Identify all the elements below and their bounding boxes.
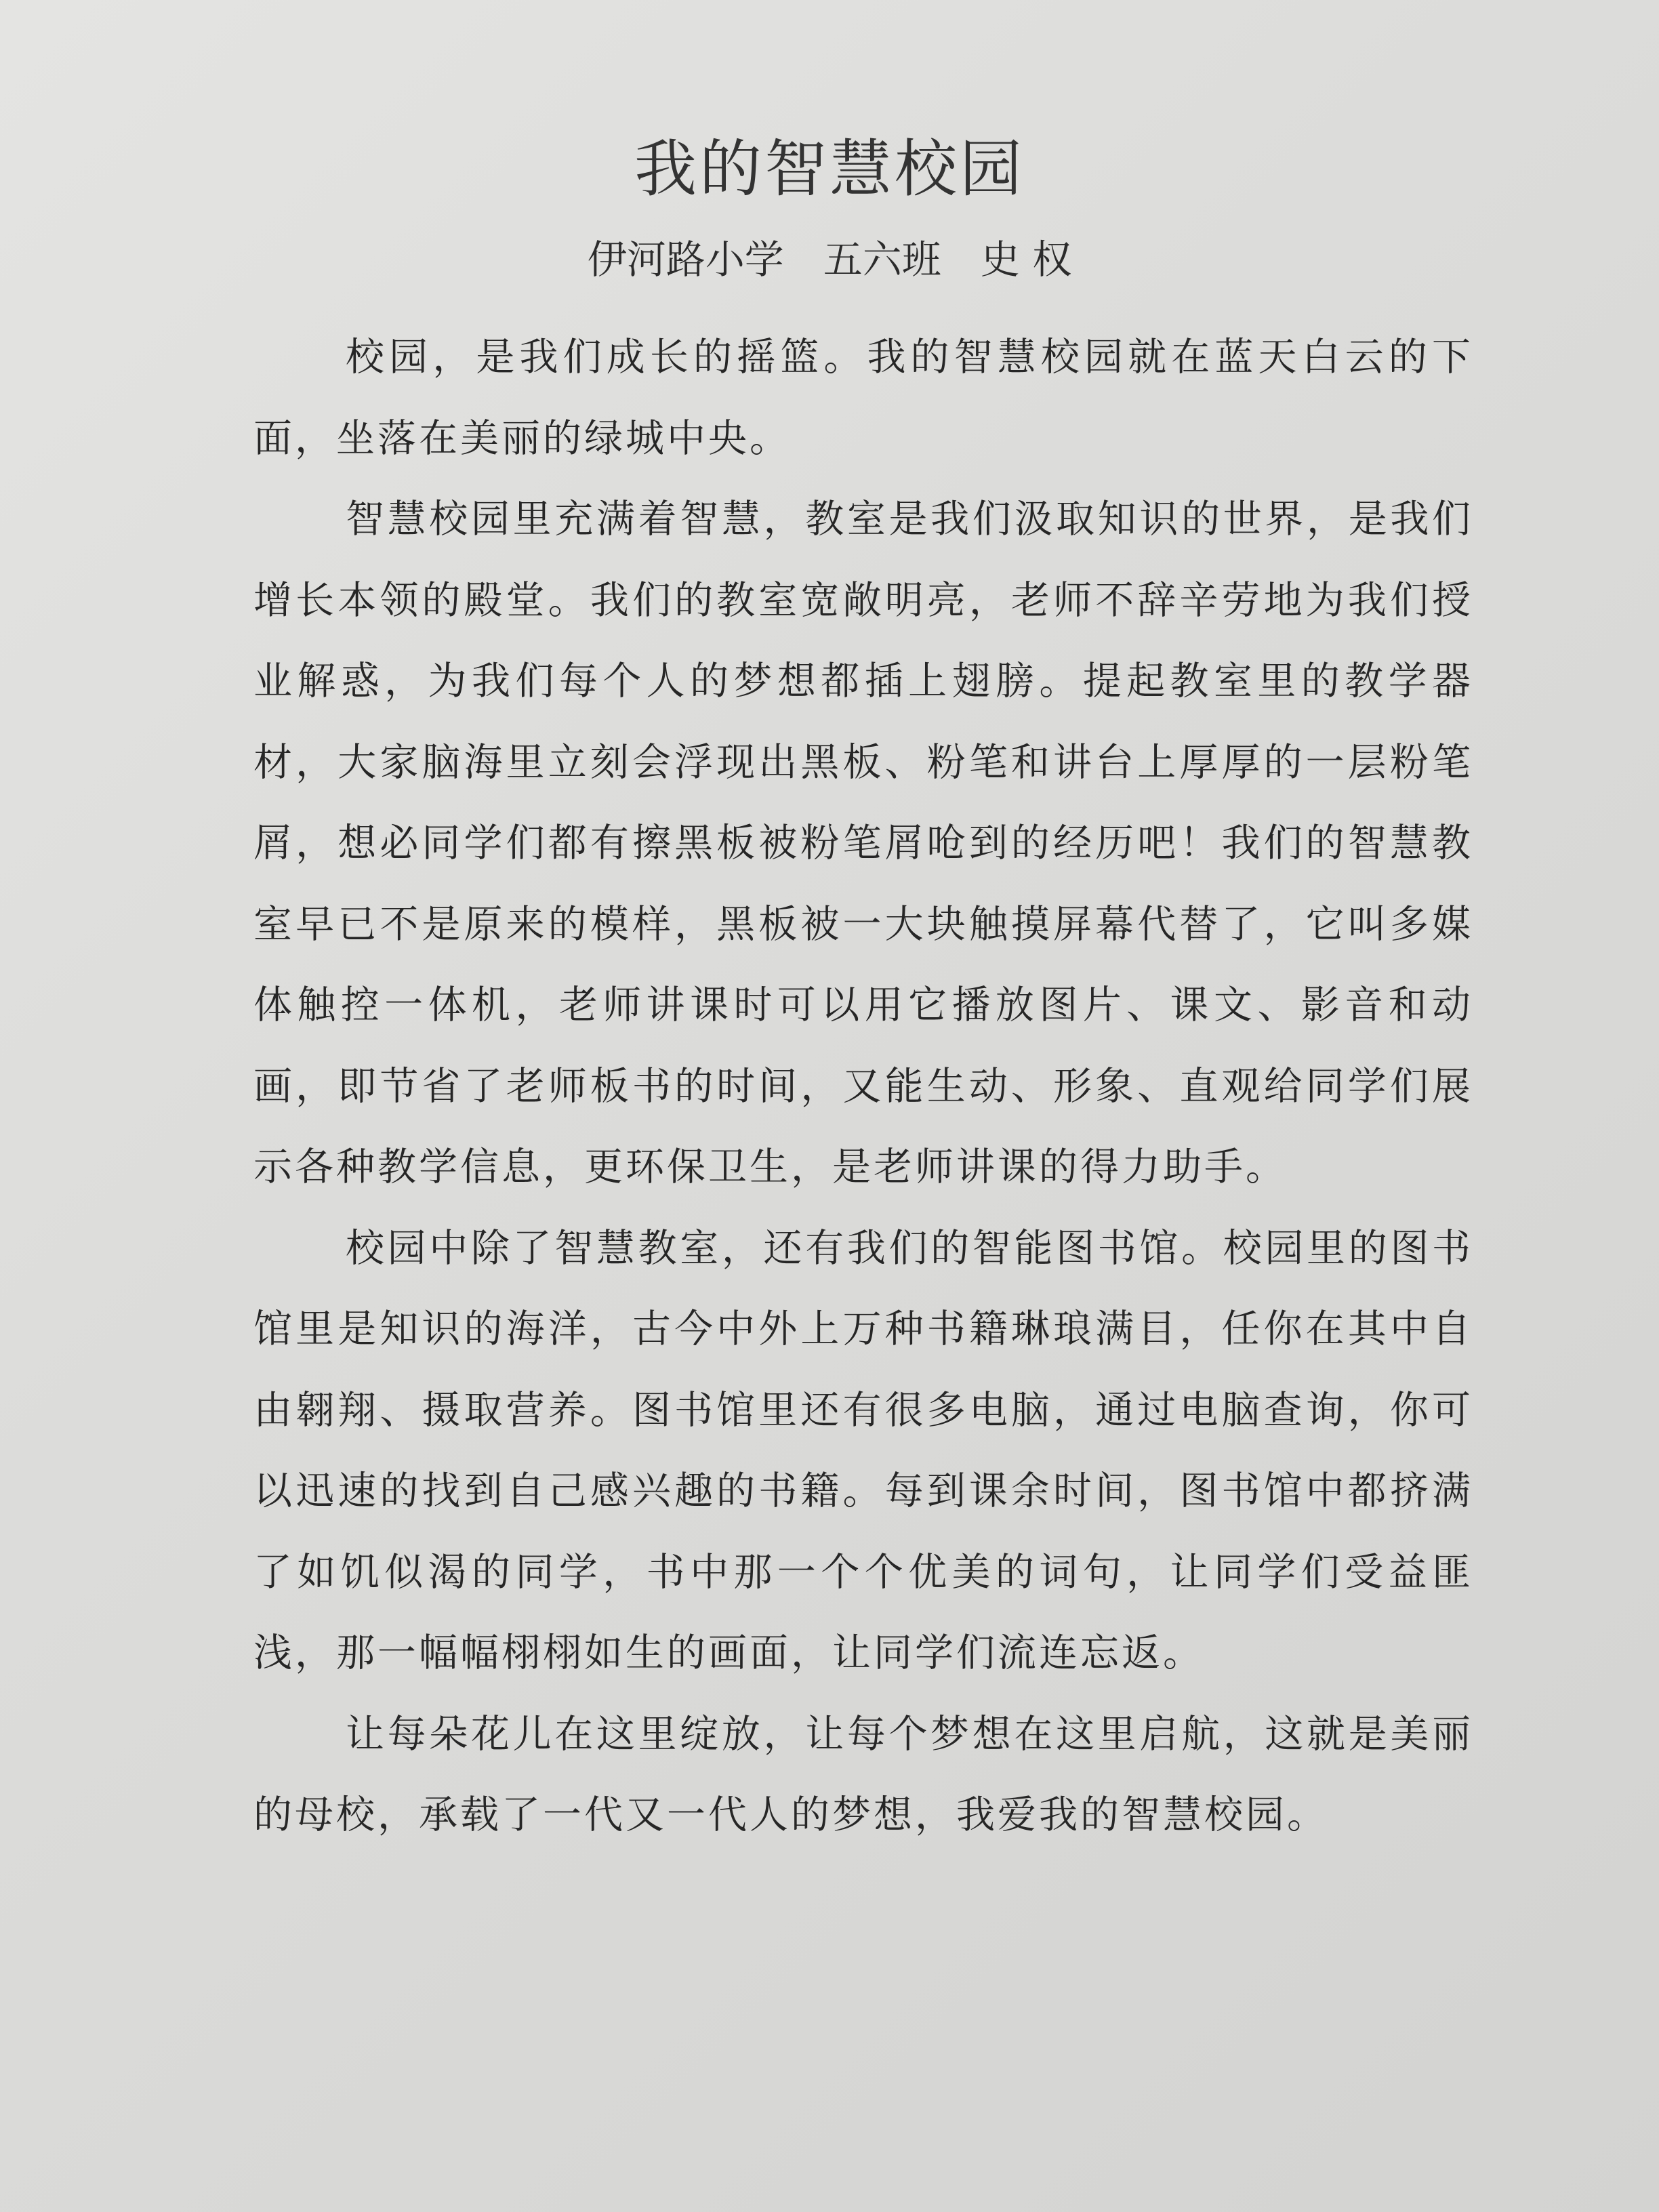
paragraph: 让每朵花儿在这里绽放，让每个梦想在这里启航，这就是美丽的母校，承载了一代又一代人的梦想，我爱我的智慧校园。 xyxy=(253,1711,1473,1837)
author-byline: 伊河路小学 五六班 史 权 xyxy=(587,237,1072,283)
essay-title: 我的智慧校园 xyxy=(634,133,1025,205)
essay-body xyxy=(253,317,1473,1856)
paragraph: 校园，是我们成长的摇篮。我的智慧校园就在蓝天白云的下面，坐落在美丽的绿城中央。 xyxy=(253,335,1473,461)
paragraph: 校园中除了智慧教室，还有我们的智能图书馆。校园里的图书馆里是知识的海洋，古今中外上万种书籍琳琅满目，任你在其中自由翱翔、摄取营养。图书馆里还有很多电脑，通过电脑查询，你可以迅速的找到自己感兴趣的书籍。每到课余时间，图书馆中都挤满了如饥似渴的同学，书中那一个个优美的词句，让同学们受益匪浅，那一幅幅栩栩如生的画面，让同学们流连忘返。 xyxy=(253,1225,1473,1675)
paragraph: 智慧校园里充满着智慧，教室是我们汲取知识的世界，是我们增长本领的殿堂。我们的教室宽敞明亮，老师不辞辛劳地为我们授业解惑，为我们每个人的梦想都插上翅膀。提起教室里的教学器材，大家脑海里立刻会浮现出黑板、粉笔和讲台上厚厚的一层粉笔屑，想必同学们都有擦黑板被粉笔屑呛到的经历吧！我们的智慧教室早已不是原来的模样，黑板被一大块触摸屏幕代替了，它叫多媒体触控一体机，老师讲课时可以用它播放图片、课文、影音和动画，即节省了老师板书的时间，又能生动、形象、直观给同学们展示各种教学信息，更环保卫生，是老师讲课的得力助手。 xyxy=(253,497,1473,1189)
